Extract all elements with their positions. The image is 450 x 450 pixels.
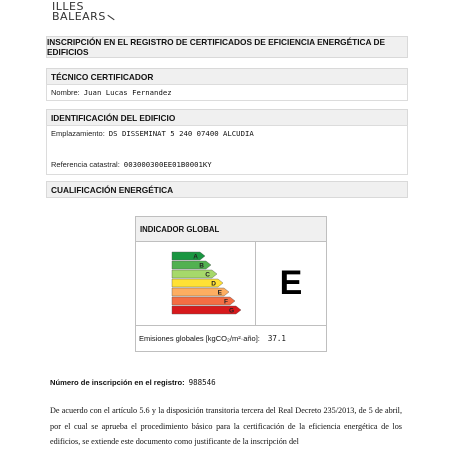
emisiones-value: 37.1: [267, 334, 286, 343]
tecnico-heading-bar: [46, 68, 408, 85]
emisiones-label: Emisiones globales [kgCO₂/m²·año]:: [139, 334, 260, 343]
document-title: INSCRIPCIÓN EN EL REGISTRO DE CERTIFICADOS DE EFICIENCIA ENERGÉTICA DE EDIFICIOS: [47, 37, 386, 57]
registro-label: Número de inscripción en el registro:: [50, 378, 185, 387]
referencia-row: [51, 160, 212, 169]
grade-panel: [256, 242, 326, 325]
registro-value: 988546: [188, 378, 216, 387]
edificio-heading-bar: [46, 109, 408, 126]
scale-label-c: C: [205, 271, 210, 279]
scale-bar-c: [172, 270, 217, 278]
energy-scale-panel: [136, 242, 256, 325]
cualificacion-heading-bar: [46, 181, 408, 198]
logo-line-1: ILLES: [52, 0, 84, 13]
registro-row: [50, 378, 216, 387]
emplazamiento-label: Emplazamiento:: [51, 129, 105, 138]
cualificacion-heading: CUALIFICACIÓN ENERGÉTICA: [51, 184, 174, 195]
energy-scale-chart: [136, 242, 254, 324]
indicador-global-box: [135, 216, 327, 352]
scale-bar-a: [172, 252, 205, 260]
nombre-value: Juan Lucas Fernandez: [83, 88, 172, 97]
emplazamiento-value: DS DISSEMINAT 5 240 07400 ALCUDIA: [108, 129, 254, 138]
scale-bar-b: [172, 261, 211, 269]
nombre-label: Nombre:: [51, 88, 80, 97]
indicador-heading: INDICADOR GLOBAL: [140, 224, 220, 234]
scale-label-b: B: [199, 262, 204, 270]
referencia-value: 003000300EE01B0001KY: [123, 160, 212, 169]
emplazamiento-row: [51, 129, 254, 138]
document-title-bar: [46, 36, 408, 58]
tecnico-box: [46, 84, 408, 101]
scale-label-f: F: [224, 298, 228, 306]
illes-balears-logo: [52, 2, 115, 22]
scale-label-d: D: [211, 280, 216, 288]
edificio-heading: IDENTIFICACIÓN DEL EDIFICIO: [51, 112, 176, 123]
energy-grade: E: [279, 264, 303, 302]
scale-label-g: G: [228, 307, 234, 315]
emisiones-row: [136, 325, 326, 351]
scale-label-e: E: [217, 289, 222, 297]
tecnico-heading: TÉCNICO CERTIFICADOR: [51, 71, 154, 82]
referencia-label: Referencia catastral:: [51, 160, 120, 169]
indicador-heading-bar: [136, 217, 326, 242]
nombre-row: [51, 88, 172, 97]
body-paragraph: De acuerdo con el artículo 5.6 y la disposición transitoria tercera del Real Decreto 235/2013, de 5 de abril, por el cual se aprueba el procedimiento básico para la certificación de la eficiencia energética de los edificios, se extiende este documento como justificante de la inscripción del: [50, 406, 402, 447]
edificio-box: [46, 125, 408, 175]
scale-label-a: A: [193, 253, 198, 261]
logo-line-2: BALEARS: [52, 12, 115, 22]
